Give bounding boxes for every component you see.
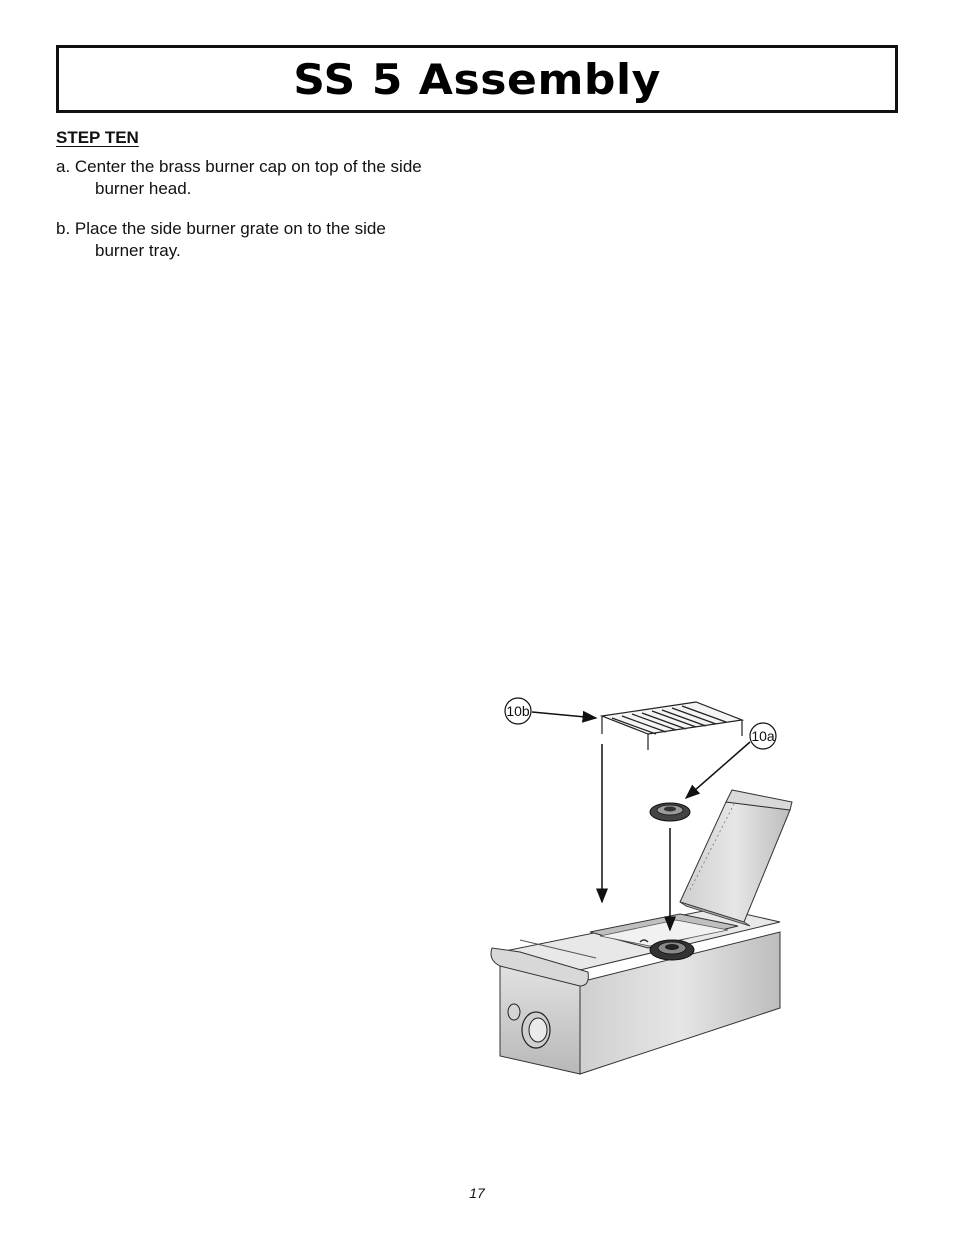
page-number: 17 (469, 1185, 485, 1201)
callout-10b-label: 10b (506, 703, 530, 719)
instruction-b-line2: burner tray. (95, 241, 181, 260)
instruction-a-line1: a. Center the brass burner cap on top of the side (56, 157, 422, 176)
burner-cap (650, 803, 690, 821)
instruction-b (56, 218, 486, 262)
burner-lid (680, 790, 792, 926)
callout-10a (750, 723, 776, 749)
title-box (56, 45, 898, 113)
burner-grate (602, 702, 742, 750)
instruction-a (56, 156, 486, 200)
side-burner-diagram (480, 690, 810, 1090)
instruction-b-line1: b. Place the side burner grate on to the side (56, 219, 386, 238)
instruction-a-line2: burner head. (95, 179, 192, 198)
callout-10a-label: 10a (751, 728, 775, 744)
step-heading: STEP TEN (56, 128, 139, 147)
callout-10b (505, 698, 531, 724)
burner-body (491, 908, 780, 1074)
page-title: SS 5 Assembly (293, 54, 661, 104)
